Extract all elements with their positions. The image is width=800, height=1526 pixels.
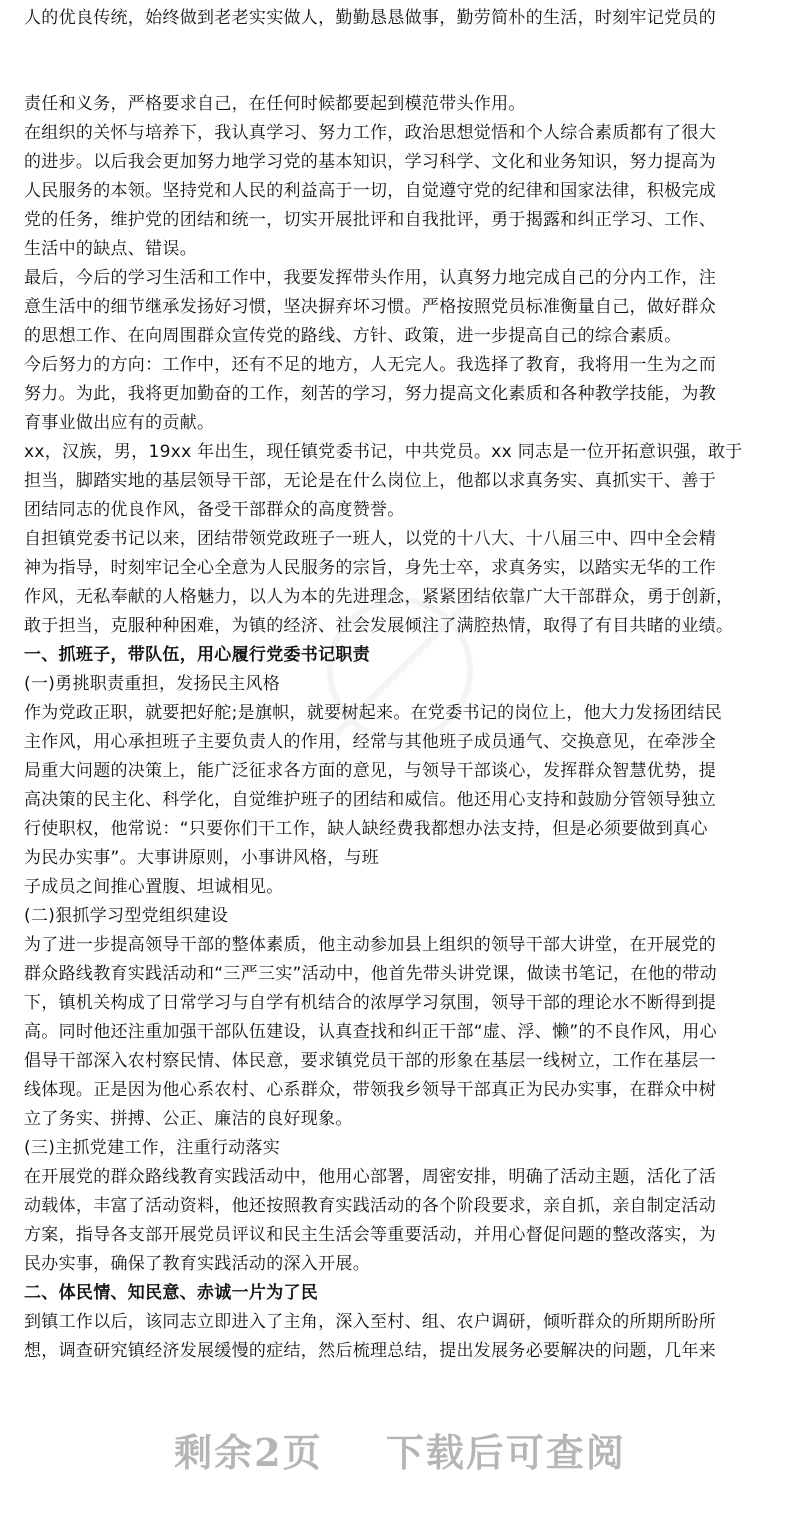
section-heading — [24, 1279, 778, 1308]
paragraph — [24, 931, 778, 1134]
text-line: 人的优良传统，始终做到老老实实做人，勤勤恳恳做事，勤劳简朴的生活，时刻牢记党员的 — [24, 8, 716, 28]
remaining-pages-text: 剩余2页 — [174, 1430, 323, 1475]
text-line: 倡导干部深入农村察民情、体民意，要求镇党员干部的形象在基层一线树立，工作在基层一 — [24, 1051, 716, 1071]
paragraph — [24, 525, 778, 641]
text-line: 作为党政正职，就要把好舵;是旗帜，就要树起来。在党委书记的岗位上，他大力发扬团结民 — [24, 703, 723, 723]
text-line: 为了进一步提高领导干部的整体素质，他主动参加县上组织的领导干部大讲堂，在开展党的 — [24, 935, 716, 955]
text-line: 动载体，丰富了活动资料，他还按照教育实践活动的各个阶段要求，亲自抓，亲自制定活动 — [24, 1196, 716, 1216]
text-line: 高决策的民主化、科学化，自觉维护班子的团结和威信。他还用心支持和鼓励分管领导独立 — [24, 790, 716, 810]
text-line: 高。同时他还注重加强干部队伍建设，认真查找和纠正干部“虚、浮、懒”的不良作风，用心 — [24, 1022, 717, 1042]
text-line: 方案，指导各支部开展党员评议和民主生活会等重要活动，并用心督促问题的整改落实，为 — [24, 1225, 716, 1245]
text-line: 在开展党的群众路线教育实践活动中，他用心部署，周密安排，明确了活动主题，活化了活 — [24, 1167, 716, 1187]
section-heading — [24, 641, 778, 670]
paragraph — [24, 699, 778, 902]
text-line: 在组织的关怀与培养下，我认真学习、努力工作，政治思想觉悟和个人综合素质都有了很大 — [24, 123, 716, 143]
text-line: 二、体民情、知民意、赤诚一片为了民 — [24, 1283, 319, 1303]
text-line: 为民办实事”。大事讲原则，小事讲风格，与班 — [24, 848, 380, 868]
text-line: 下，镇机关构成了日常学习与自学有机结合的浓厚学习氛围，领导干部的理论水不断得到提 — [24, 993, 716, 1013]
paragraph — [24, 90, 778, 119]
paragraph — [24, 351, 778, 438]
text-line: 行使职权，他常说：“只要你们干工作，缺人缺经费我都想办法支持，但是必须要做到真心 — [24, 819, 708, 839]
text-line: 团结同志的优良作风，备受干部群众的高度赞誉。 — [24, 500, 405, 520]
text-line: (一)勇挑职责重担，发扬民主风格 — [24, 674, 281, 694]
text-line: 人民服务的本领。坚持党和人民的利益高于一切，自觉遵守党的纪律和国家法律，积极完成 — [24, 181, 716, 201]
text-line: 最后，今后的学习生活和工作中，我要发挥带头作用，认真努力地完成自己的分内工作，注 — [24, 268, 716, 288]
text-line: 生活中的缺点、错误。 — [24, 239, 197, 259]
text-line: 作风，无私奉献的人格魅力，以人为本的先进理念，紧紧团结依靠广大干部群众，勇于创新， — [24, 587, 734, 607]
text-line: 的思想工作、在向周围群众宣传党的路线、方针、政策，进一步提高自己的综合素质。 — [24, 326, 682, 346]
paragraph — [24, 1134, 778, 1163]
text-line: (二)狠抓学习型党组织建设 — [24, 906, 229, 926]
text-line: 今后努力的方向：工作中，还有不足的地方，人无完人。我选择了教育，我将用一生为之而 — [24, 355, 716, 375]
text-line: 敢于担当，克服种种困难，为镇的经济、社会发展倾注了满腔热情，取得了有目共睹的业绩。 — [24, 616, 734, 636]
text-line: xx，汉族，男，19xx 年出生，现任镇党委书记，中共党员。xx 同志是一位开拓意识强，敢于 — [24, 442, 743, 462]
paragraph — [24, 902, 778, 931]
text-line: 想，调查研究镇经济发展缓慢的症结，然后梳理总结，提出发展务必要解决的问题，几年来 — [24, 1341, 716, 1361]
download-prompt[interactable] — [0, 1418, 800, 1488]
text-line: 党的任务，维护党的团结和统一，切实开展批评和自我批评，勇于揭露和纠正学习、工作、 — [24, 210, 716, 230]
text-line: 担当，脚踏实地的基层领导干部，无论是在什么岗位上，他都以求真务实、真抓实干、善于 — [24, 471, 716, 491]
download-to-view-text: 下载后可查阅 — [385, 1430, 626, 1475]
text-line: 主作风，用心承担班子主要负责人的作用，经常与其他班子成员通气、交换意见，在牵涉全 — [24, 732, 716, 752]
text-line: 立了务实、拼搏、公正、廉洁的良好现象。 — [24, 1109, 353, 1129]
paragraph — [24, 670, 778, 699]
text-line: 子成员之间推心置腹、坦诚相见。 — [24, 877, 284, 897]
text-line: 自担镇党委书记以来，团结带领党政班子一班人，以党的十八大、十八届三中、四中全会精 — [24, 529, 716, 549]
text-line: 意生活中的细节继承发扬好习惯，坚决摒弃坏习惯。严格按照党员标准衡量自己，做好群众 — [24, 297, 716, 317]
text-line: 局重大问题的决策上，能广泛征求各方面的意见，与领导干部谈心，发挥群众智慧优势，提 — [24, 761, 716, 781]
text-line: 线体现。正是因为他心系农村、心系群众，带领我乡领导干部真正为民办实事，在群众中树 — [24, 1080, 716, 1100]
text-line: 的进步。以后我会更加努力地学习党的基本知识，学习科学、文化和业务知识，努力提高为 — [24, 152, 716, 172]
text-line: 努力。为此，我将更加勤奋的工作，刻苦的学习，努力提高文化素质和各种教学技能，为教 — [24, 384, 716, 404]
paragraph — [24, 119, 778, 264]
text-line: 民办实事，确保了教育实践活动的深入开展。 — [24, 1254, 370, 1274]
text-line: 责任和义务，严格要求自己，在任何时候都要起到模范带头作用。 — [24, 94, 526, 114]
text-line: 群众路线教育实践活动和“三严三实”活动中，他首先带头讲党课，做读书笔记，在他的带动 — [24, 964, 717, 984]
paragraph — [24, 1163, 778, 1279]
text-line: 一、抓班子，带队伍，用心履行党委书记职责 — [24, 645, 370, 665]
text-line: (三)主抓党建工作，注重行动落实 — [24, 1138, 281, 1158]
text-line: 育事业做出应有的贡献。 — [24, 413, 215, 433]
paragraph — [24, 438, 778, 525]
text-line: 到镇工作以后，该同志立即进入了主角，深入至村、组、农户调研，倾听群众的所期所盼所 — [24, 1312, 716, 1332]
top-fragment-paragraph — [24, 4, 778, 33]
paragraph — [24, 1308, 778, 1366]
text-line: 神为指导，时刻牢记全心全意为人民服务的宗旨，身先士卒，求真务实，以踏实无华的工作 — [24, 558, 716, 578]
paragraph — [24, 264, 778, 351]
